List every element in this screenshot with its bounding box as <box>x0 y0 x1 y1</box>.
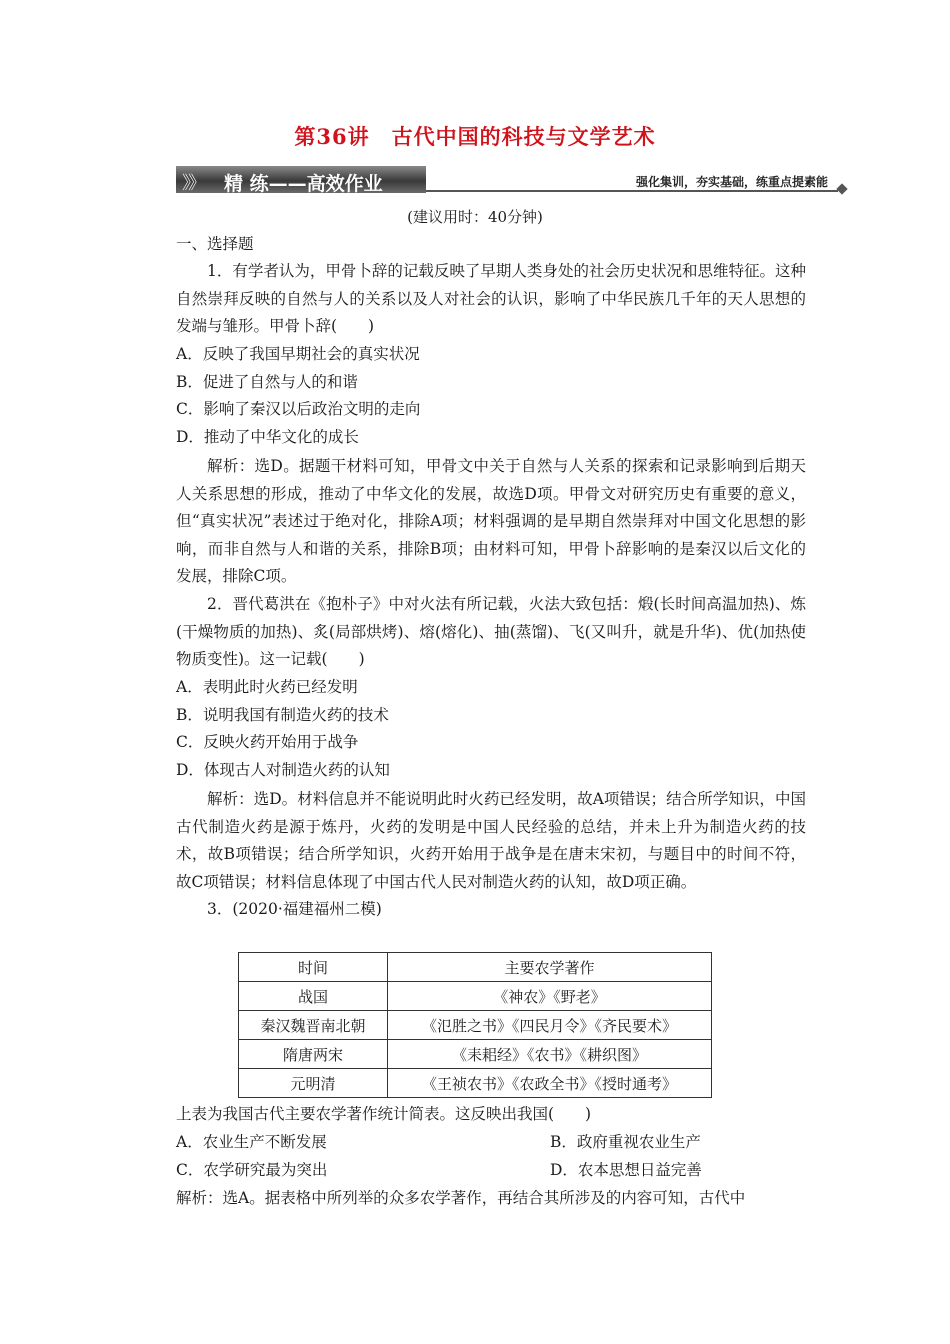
table-row <box>239 1011 712 1040</box>
banner-slogan: 强化集训，夯实基础，练重点提素能 <box>635 175 828 189</box>
q1-option-a: A．反映了我国早期社会的真实状况 <box>176 345 420 363</box>
q1-option-b: B．促进了自然与人的和谐 <box>176 373 358 391</box>
q2-option-b: B．说明我国有制造火药的技术 <box>176 706 389 724</box>
table-row <box>239 1069 712 1098</box>
q2-option-a: A．表明此时火药已经发明 <box>176 678 358 696</box>
table-cell: 《氾胜之书》《四民月令》《齐民要术》 <box>388 1011 712 1040</box>
q2-analysis: 解析：选D。材料信息并不能说明此时火药已经发明，故A项错误；结合所学知识，中国古代制造火药是源于炼丹，火药的发明是中国人民经验的总结，并未上升为制造火药的技术，故B项错误；结合所学知识，火药开始用于战争是在唐末宋初，与题目中的时间不符，故C项错误；材料信息体现了中国古代人民对制造火药的认知，故D项正确。 <box>176 790 806 891</box>
q2-option-d: D．体现古人对制造火药的认知 <box>176 761 390 779</box>
double-chevron-icon: 》》 <box>182 173 203 194</box>
agriculture-books-table <box>238 952 712 1098</box>
q3-option-d: D．农本思想日益完善 <box>550 1161 702 1179</box>
q1-option-d: D．推动了中华文化的成长 <box>176 428 359 446</box>
table-row <box>239 982 712 1011</box>
q2-option-c: C．反映火药开始用于战争 <box>176 733 359 751</box>
q3-option-a: A．农业生产不断发展 <box>176 1133 327 1151</box>
table-cell: 秦汉魏晋南北朝 <box>239 1011 388 1040</box>
q3-option-c: C．农学研究最为突出 <box>176 1161 328 1179</box>
section-banner <box>176 164 848 194</box>
banner-label: 精 练——高效作业 <box>224 173 383 195</box>
table-header-row <box>239 953 712 982</box>
q1-option-c: C．影响了秦汉以后政治文明的走向 <box>176 400 421 418</box>
q3-stem: 3．(2020·福建福州二模) <box>207 900 382 918</box>
table-header: 主要农学著作 <box>388 953 712 982</box>
table-cell: 战国 <box>239 982 388 1011</box>
table-cell: 元明清 <box>239 1069 388 1098</box>
table-row <box>239 1040 712 1069</box>
diamond-icon <box>836 183 847 194</box>
q3-option-b: B．政府重视农业生产 <box>550 1133 701 1151</box>
q1-analysis: 解析：选D。据题干材料可知，甲骨文中关于自然与人关系的探索和记录影响到后期天人关系思想的形成，推动了中华文化的发展，故选D项。甲骨文对研究历史有重要的意义，但“真实状况”表述过于绝对化，排除A项；材料强调的是早期自然崇拜对中国文化思想的影响，而非自然与人和谐的关系，排除B项；由材料可知，甲骨卜辞影响的是秦汉以后文化的发展，排除C项。 <box>176 457 806 585</box>
table-cell: 《神农》《野老》 <box>388 982 712 1011</box>
table-header: 时间 <box>239 953 388 982</box>
q2-stem: 2．晋代葛洪在《抱朴子》中对火法有所记载，火法大致包括：煅(长时间高温加热)、炼(干燥物质的加热)、炙(局部烘烤)、熔(熔化)、抽(蒸馏)、飞(又叫升，就是升华)、优(加热使物质变性)。这一记载( ) <box>176 595 806 668</box>
table-cell: 《王祯农书》《农政全书》《授时通考》 <box>388 1069 712 1098</box>
table-cell: 隋唐两宋 <box>239 1040 388 1069</box>
table-cell: 《耒耜经》《农书》《耕织图》 <box>388 1040 712 1069</box>
q3-question: 上表为我国古代主要农学著作统计简表。这反映出我国( ) <box>176 1105 592 1123</box>
q3-analysis: 解析：选A。据表格中所列举的众多农学著作，再结合其所涉及的内容可知，古代中 <box>176 1189 746 1207</box>
banner-rule <box>426 190 838 192</box>
banner-tab <box>176 166 426 193</box>
time-note: (建议用时：40分钟) <box>407 208 543 226</box>
page-title: 第36讲 古代中国的科技与文学艺术 <box>294 124 656 149</box>
q1-stem: 1．有学者认为，甲骨卜辞的记载反映了早期人类身处的社会历史状况和思维特征。这种自然崇拜反映的自然与人的关系以及人对社会的认识，影响了中华民族几千年的天人思想的发端与雏形。甲骨卜辞( ) <box>176 262 806 335</box>
section-heading: 一、选择题 <box>176 235 254 253</box>
